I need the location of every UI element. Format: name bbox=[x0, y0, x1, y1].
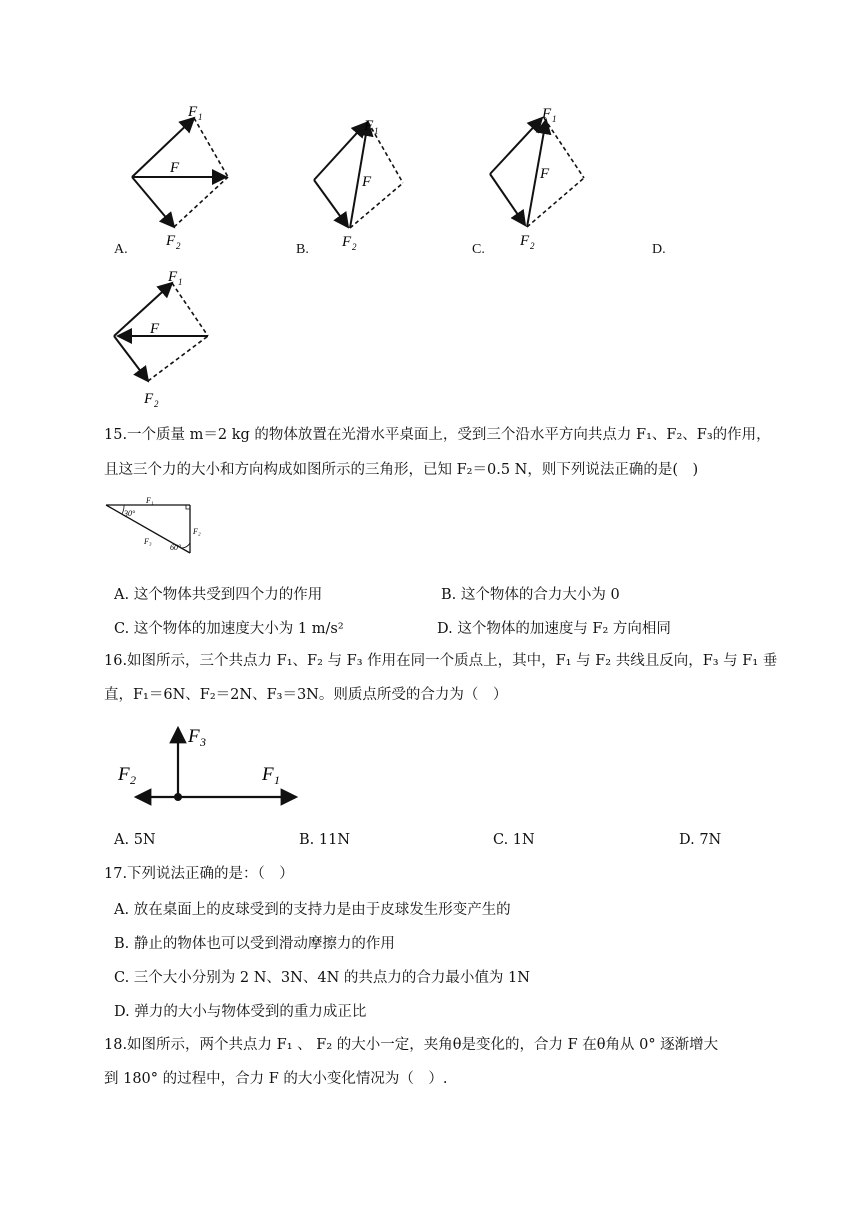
svg-text:F: F bbox=[540, 166, 550, 182]
q18-stem-line2: 到 180° 的过程中，合力 F 的大小变化情况为（ ）. bbox=[104, 1071, 448, 1087]
svg-text:F: F bbox=[188, 104, 198, 120]
svg-text:F: F bbox=[364, 118, 374, 134]
q16-stem-line1: 16.如图所示，三个共点力 F₁、F₂ 与 F₃ 作用在同一个质点上，其中，F₁ 与 F₂ 共线且反向，F₃ 与 F₁ 垂 bbox=[104, 653, 778, 669]
q14-figure-d bbox=[104, 265, 234, 415]
svg-text:1: 1 bbox=[552, 114, 557, 124]
q15-label-f2: F₂ bbox=[193, 527, 201, 536]
svg-text:F: F bbox=[150, 321, 160, 337]
q16-option-c[interactable]: C. 1N bbox=[493, 832, 535, 848]
q18-stem-line1: 18.如图所示，两个共点力 F₁ 、 F₂ 的大小一定，夹角θ是变化的，合力 F 在θ角从 0° 逐渐增大 bbox=[104, 1037, 719, 1053]
q17-stem: 17.下列说法正确的是：（ ） bbox=[104, 866, 294, 882]
q15-label-angle30: 30° bbox=[124, 509, 136, 518]
q14-option-a[interactable]: A. bbox=[114, 242, 128, 257]
svg-text:2: 2 bbox=[154, 399, 159, 409]
svg-text:F: F bbox=[542, 106, 552, 122]
svg-text:2: 2 bbox=[352, 242, 357, 252]
q15-triangle-figure bbox=[104, 492, 214, 564]
svg-text:1: 1 bbox=[178, 277, 183, 287]
q15-label-angle60: 60° bbox=[170, 543, 182, 552]
q16-stem-line2: 直，F₁＝6N、F₂＝2N、F₃＝3N。则质点所受的合力为（ ） bbox=[104, 687, 508, 703]
q15-stem-line2: 且这三个力的大小和方向构成如图所示的三角形，已知 F₂＝0.5 N，则下列说法正确的是( ) bbox=[104, 462, 699, 478]
q16-option-b[interactable]: B. 11N bbox=[299, 832, 351, 848]
q16-option-d[interactable]: D. 7N bbox=[679, 832, 722, 848]
svg-text:F: F bbox=[262, 764, 274, 785]
q15-option-d[interactable]: D. 这个物体的加速度与 F₂ 方向相同 bbox=[437, 621, 671, 637]
q16-option-a[interactable]: A. 5N bbox=[114, 832, 156, 848]
q15-stem-line1: 15.一个质量 m＝2 kg 的物体放置在光滑水平桌面上，受到三个沿水平方向共点力 F₁、F₂、F₃的作用， bbox=[104, 427, 771, 443]
q15-option-b[interactable]: B. 这个物体的合力大小为 0 bbox=[441, 587, 620, 603]
svg-text:2: 2 bbox=[530, 241, 535, 250]
svg-text:F: F bbox=[118, 764, 130, 785]
q14-option-c[interactable]: C. bbox=[472, 242, 485, 257]
svg-text:F: F bbox=[166, 233, 176, 249]
q15-label-f1: F₁ bbox=[146, 496, 154, 505]
q17-option-d[interactable]: D. 弹力的大小与物体受到的重力成正比 bbox=[114, 1004, 367, 1020]
svg-text:2: 2 bbox=[130, 773, 136, 787]
svg-text:F: F bbox=[170, 160, 180, 176]
svg-text:F: F bbox=[342, 234, 352, 250]
svg-text:2: 2 bbox=[176, 241, 181, 250]
q14-option-b[interactable]: B. bbox=[296, 242, 309, 257]
svg-text:3: 3 bbox=[200, 735, 206, 749]
q17-option-a[interactable]: A. 放在桌面上的皮球受到的支持力是由于皮球发生形变产生的 bbox=[114, 902, 511, 918]
q14-figure-a bbox=[110, 100, 250, 250]
q15-option-a[interactable]: A. 这个物体共受到四个力的作用 bbox=[114, 587, 323, 603]
q14-option-d[interactable]: D. bbox=[652, 242, 666, 257]
q14-figure-c bbox=[478, 100, 598, 250]
q14-figure-b bbox=[300, 108, 420, 253]
svg-text:F: F bbox=[362, 174, 372, 190]
svg-text:F: F bbox=[144, 391, 154, 407]
svg-text:1: 1 bbox=[274, 773, 280, 787]
q17-option-b[interactable]: B. 静止的物体也可以受到滑动摩擦力的作用 bbox=[114, 936, 395, 952]
q15-label-f3: F₃ bbox=[144, 537, 152, 546]
q15-option-c[interactable]: C. 这个物体的加速度大小为 1 m/s² bbox=[114, 621, 344, 637]
svg-text:1: 1 bbox=[198, 112, 203, 122]
svg-text:F: F bbox=[168, 269, 178, 285]
q16-force-figure bbox=[110, 720, 310, 815]
q17-option-c[interactable]: C. 三个大小分别为 2 N、3N、4N 的共点力的合力最小值为 1N bbox=[114, 970, 530, 986]
svg-text:F: F bbox=[520, 233, 530, 249]
svg-text:F: F bbox=[188, 726, 200, 747]
svg-text:1: 1 bbox=[374, 126, 379, 136]
